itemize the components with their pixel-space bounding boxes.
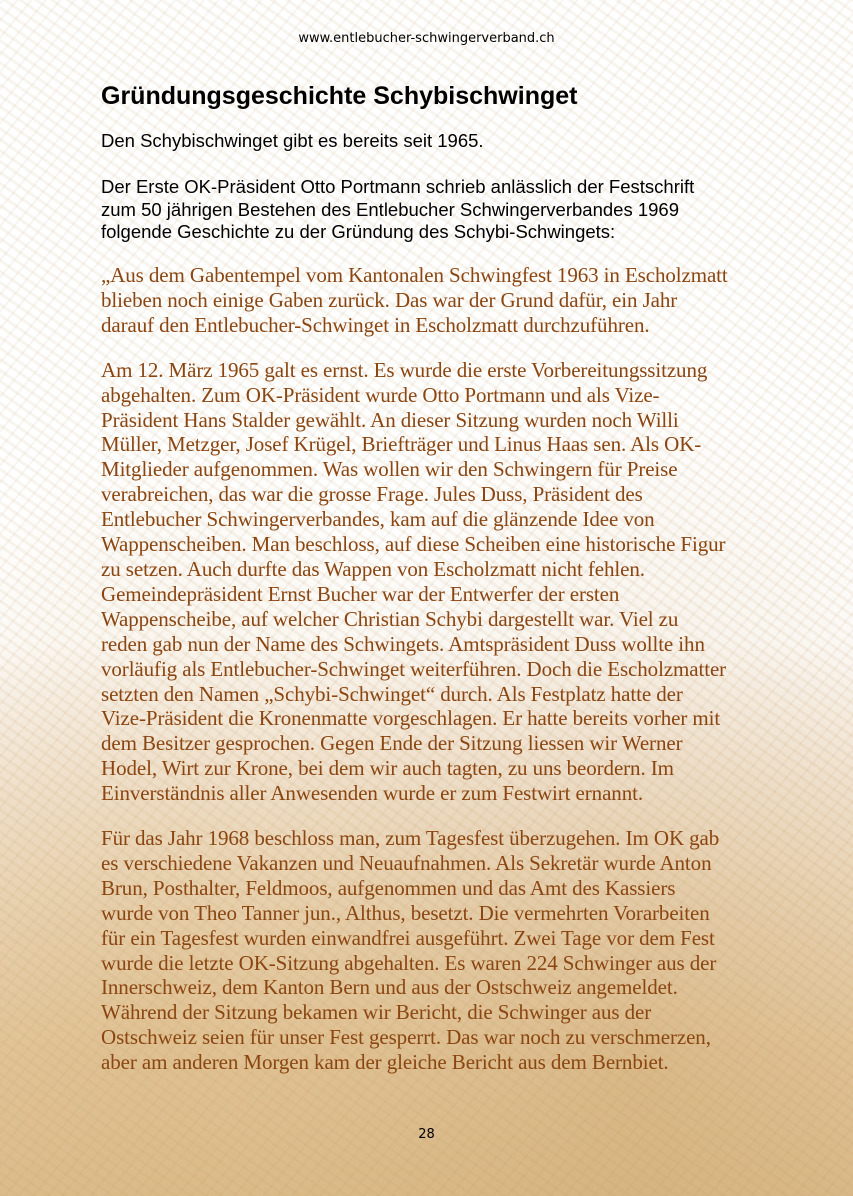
text-line: Vize-Präsident die Kronenmatte vorgeschlagen. Er hatte bereits vorher mit [101, 706, 721, 731]
text-line: aber am anderen Morgen kam der gleiche Bericht aus dem Bernbiet. [101, 1050, 669, 1075]
text-line: es verschiedene Vakanzen und Neuaufnahmen. Als Sekretär wurde Anton [101, 850, 712, 875]
text-line: zu setzen. Auch durfte das Wappen von Escholzmatt nicht fehlen. [101, 556, 645, 581]
text-line: wurde von Theo Tanner jun., Althus, besetzt. Die vermehrten Vorarbeiten [101, 900, 710, 925]
text-line: Präsident Hans Stalder gewählt. An dieser Sitzung wurden noch Willi [101, 407, 679, 432]
intro-paragraph-1 [101, 130, 484, 153]
header-url: www.entlebucher-schwingerverband.ch [298, 31, 555, 46]
text-line: Gemeindepräsident Ernst Bucher war der Entwerfer der ersten [101, 581, 620, 606]
quote-paragraph-2 [101, 358, 728, 806]
text-line: setzten den Namen „Schybi-Schwinget“ durch. Als Festplatz hatte der [101, 681, 683, 706]
text-line: „Aus dem Gabentempel vom Kantonalen Schwingfest 1963 in Escholzmatt [101, 263, 728, 287]
text-line: Innerschweiz, dem Kanton Bern und aus der Ostschweiz angemeldet. [101, 975, 678, 1000]
text-line: Mitglieder aufgenommen. Was wollen wir den Schwingern für Preise [101, 457, 678, 482]
text-line: vorläufig als Entlebucher-Schwinget weiterführen. Doch die Escholzmatter [101, 656, 727, 681]
text-line: dem Besitzer gesprochen. Gegen Ende der Sitzung liessen wir Werner [101, 731, 683, 756]
text-line: Ostschweiz seien für unser Fest gesperrt. Das war noch zu verschmerzen, [101, 1025, 711, 1050]
page-number: 28 [418, 1127, 435, 1142]
text-line: Wappenscheiben. Man beschloss, auf diese Scheiben eine historische Figur [101, 532, 726, 557]
text-line: Brun, Posthalter, Feldmoos, aufgenommen und das Amt des Kassiers [101, 875, 676, 900]
text-line: Während der Sitzung bekamen wir Bericht, die Schwinger aus der [101, 1000, 652, 1025]
text-line: zum 50 jährigen Bestehen des Entlebucher Schwingerverbandes 1969 [101, 198, 679, 220]
text-line: verabreichen, das war die grosse Frage. Jules Duss, Präsident des [101, 482, 643, 507]
text-line: Müller, Metzger, Josef Krügel, Briefträger und Linus Haas sen. Als OK- [101, 432, 702, 457]
text-line: Für das Jahr 1968 beschloss man, zum Tagesfest überzugehen. Im OK gab [101, 826, 720, 851]
text-line: blieben noch einige Gaben zurück. Das war der Grund dafür, ein Jahr [101, 287, 678, 312]
text-line: Hodel, Wirt zur Krone, bei dem wir auch tagten, zu uns beordern. Im [101, 756, 674, 781]
text-line: Wappenscheibe, auf welcher Christian Schybi dargestellt war. Viel zu [101, 606, 679, 631]
page-title: Gründungsgeschichte Schybischwinget [101, 82, 578, 110]
intro-paragraph-2 [101, 176, 694, 244]
text-line: darauf den Entlebucher-Schwinget in Escholzmatt durchzuführen. [101, 312, 650, 337]
text-line: Der Erste OK-Präsident Otto Portmann schrieb anlässlich der Festschrift [101, 176, 695, 197]
text-line: für ein Tagesfest wurden einwandfrei ausgeführt. Zwei Tage vor dem Fest [101, 925, 715, 950]
text-line: wurde die letzte OK-Sitzung abgehalten. Es waren 224 Schwinger aus der [101, 950, 717, 975]
quote-paragraph-1 [101, 263, 728, 338]
text-line: Entlebucher Schwingerverbandes, kam auf die glänzende Idee von [101, 507, 655, 532]
text-line: Den Schybischwinget gibt es bereits seit 1965. [101, 130, 484, 151]
quote-paragraph-3 [101, 826, 728, 1075]
quote-body [101, 263, 728, 1095]
text-line: folgende Geschichte zu der Gründung des Schybi-Schwingets: [101, 221, 616, 242]
text-line: reden gab nun der Name des Schwingets. Amtspräsident Duss wollte ihn [101, 631, 705, 656]
text-line: Am 12. März 1965 galt es ernst. Es wurde die erste Vorbereitungssitzung [101, 357, 708, 382]
text-line: abgehalten. Zum OK-Präsident wurde Otto Portmann und als Vize- [101, 382, 660, 407]
text-line: Einverständnis aller Anwesenden wurde er zum Festwirt ernannt. [101, 781, 643, 806]
